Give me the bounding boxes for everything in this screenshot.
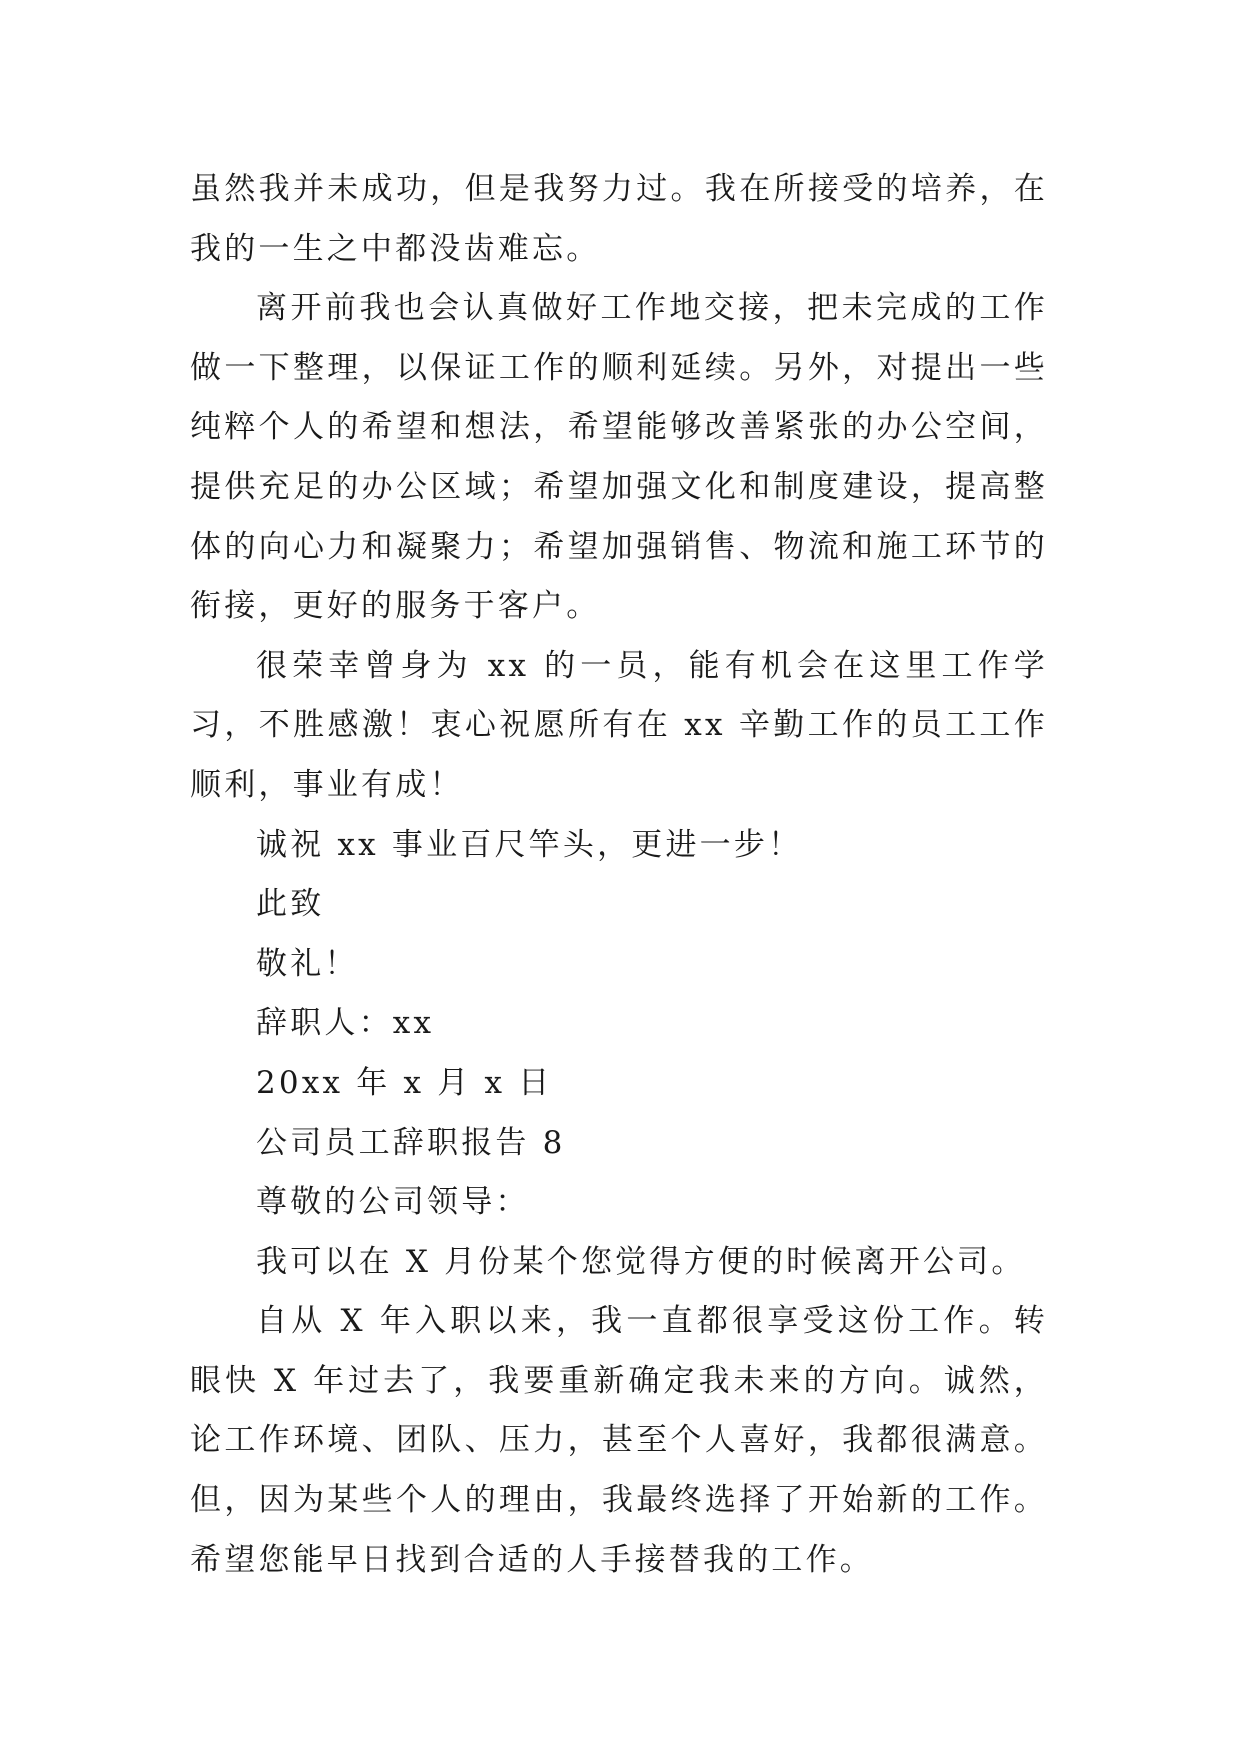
paragraph-gratitude: 很荣幸曾身为 xx 的一员，能有机会在这里工作学习，不胜感激！衷心祝愿所有在 xx 辛勤工作的员工工作顺利，事业有成！	[190, 647, 1048, 803]
paragraph-leave-time: 我可以在 X 月份某个您觉得方便的时候离开公司。	[256, 1243, 1026, 1280]
closing-wish: 诚祝 xx 事业百尺竿头，更进一步！	[256, 826, 803, 863]
section-title: 公司员工辞职报告 8	[256, 1124, 566, 1161]
paragraph-handover: 离开前我也会认真做好工作地交接，把未完成的工作做一下整理，以保证工作的顺利延续。另外，对提出一些纯粹个人的希望和想法，希望能够改善紧张的办公空间，提供充足的办公区域；希望加强文化和制度建设，提高整体的向心力和凝聚力；希望加强销售、物流和施工环节的衔接，更好的服务于客户。	[190, 290, 1048, 625]
paragraph-continuation: 虽然我并未成功，但是我努力过。我在所接受的培养，在我的一生之中都没齿难忘。	[190, 171, 1048, 267]
closing-salutation: 此致	[256, 886, 325, 923]
paragraph-reason: 自从 X 年入职以来，我一直都很享受这份工作。转眼快 X 年过去了，我要重新确定我未来的方向。诚然，论工作环境、团队、压力，甚至个人喜好，我都很满意。但，因为某些个人的理由，我最终选择了开始新的工作。希望您能早日找到合适的人手接替我的工作。	[190, 1303, 1048, 1578]
closing-regards: 敬礼！	[256, 945, 359, 982]
signature-name: 辞职人：xx	[256, 1005, 435, 1042]
signature-date: 20xx 年 x 月 x 日	[256, 1064, 553, 1101]
letter-greeting: 尊敬的公司领导：	[256, 1184, 530, 1221]
document-body	[190, 160, 1048, 1590]
